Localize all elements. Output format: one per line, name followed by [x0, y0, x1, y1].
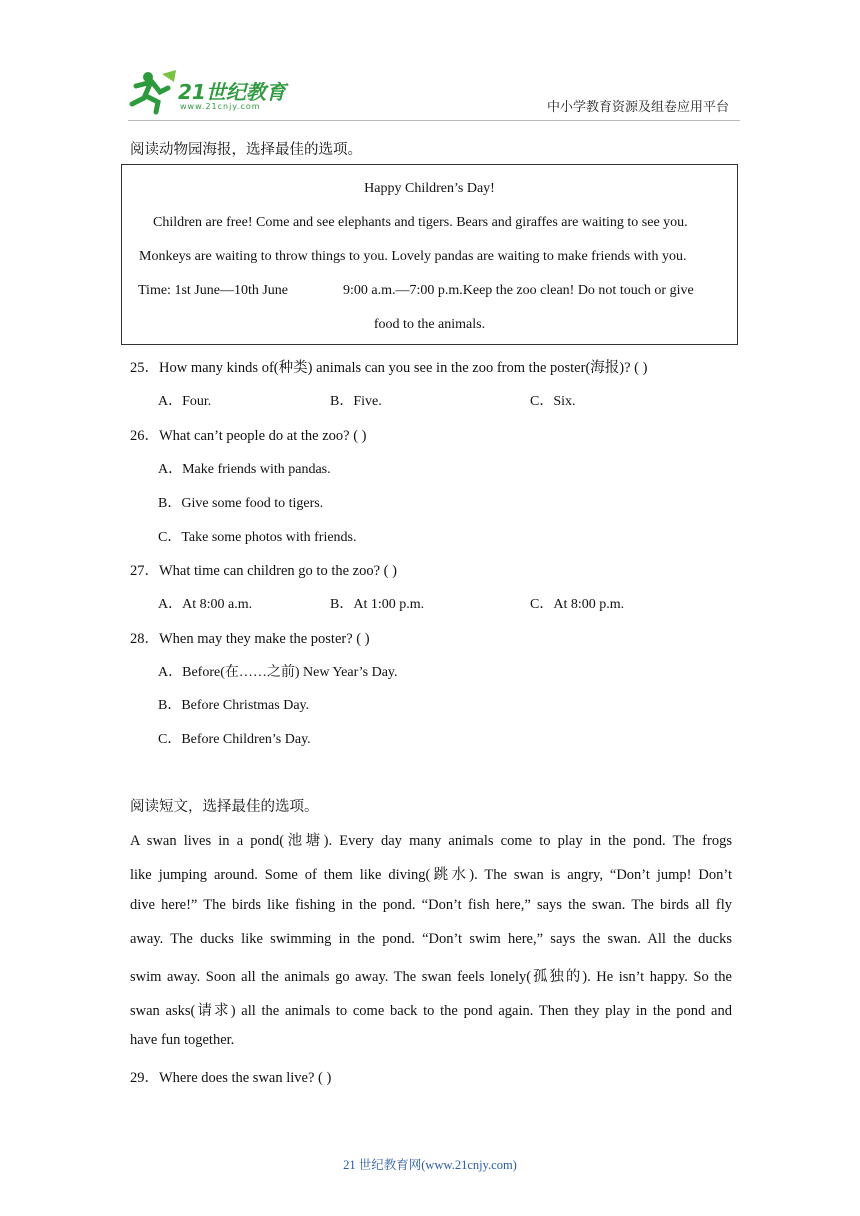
q27-option-a: A．At 8:00 a.m. — [158, 597, 253, 612]
q26-option-a: A．Make friends with pandas. — [158, 462, 331, 477]
section1-instruction: 阅读动物园海报，选择最佳的选项。 — [130, 142, 362, 158]
q28-option-c: C．Before Children’s Day. — [158, 732, 311, 747]
question-25: 25．How many kinds of(种类) animals can you see in the zoo from the poster(海报)? ( ) — [130, 360, 648, 376]
q26-option-b: B．Give some food to tigers. — [158, 496, 324, 511]
q28-option-b: B．Before Christmas Day. — [158, 698, 310, 713]
poster-line-1: Children are free! Come and see elephants and tigers. Bears and giraffes are waiting to see you. — [153, 215, 688, 230]
question-29: 29．Where does the swan live? ( ) — [130, 1070, 332, 1086]
section2-instruction: 阅读短文，选择最佳的选项。 — [130, 799, 319, 815]
passage-line: dive here!” The birds like fishing in the pond. “Don’t fish here,” says the swan. The birds all fly — [130, 897, 732, 913]
header-divider — [128, 120, 740, 121]
logo-url: www.21cnjy.com — [180, 102, 261, 111]
passage-line: swan asks(请求) all the animals to come back to the pond again. Then they play in the pond and — [130, 1003, 732, 1019]
platform-label: 中小学教育资源及组卷应用平台 — [546, 99, 729, 114]
poster-time-label: Time: 1st June—10th June — [138, 283, 288, 298]
question-26: 26．What can’t people do at the zoo? ( ) — [130, 428, 367, 444]
q25-option-c: C．Six. — [530, 394, 576, 409]
question-28: 28．When may they make the poster? ( ) — [130, 631, 370, 647]
q25-option-a: A．Four. — [158, 394, 212, 409]
q27-option-b: B．At 1:00 p.m. — [330, 597, 425, 612]
passage — [130, 829, 732, 1049]
poster-line-2: Monkeys are waiting to throw things to you. Lovely pandas are waiting to make friends with you. — [139, 249, 687, 264]
zoo-poster — [121, 164, 738, 345]
q28-option-a: A．Before(在……之前) New Year’s Day. — [158, 665, 398, 680]
poster-time-hours: 9:00 a.m.—7:00 p.m.Keep the zoo clean! Do not touch or give — [343, 283, 694, 298]
poster-line-4: food to the animals. — [373, 317, 486, 332]
logo — [122, 68, 292, 116]
logo-text: 21世纪教育 — [178, 80, 286, 104]
q27-option-c: C．At 8:00 p.m. — [530, 597, 625, 612]
passage-line: have fun together. — [130, 1032, 235, 1048]
question-27: 27．What time can children go to the zoo? ( ) — [130, 563, 397, 579]
poster-title: Happy Children’s Day! — [364, 181, 495, 196]
q26-option-c: C．Take some photos with friends. — [158, 530, 357, 545]
passage-line: swim away. Soon all the animals go away. The swan feels lonely(孤独的). He isn’t happy. So the — [130, 969, 732, 985]
passage-line: like jumping around. Some of them like diving(跳水). The swan is angry, “Don’t jump! Don’t — [130, 867, 732, 883]
footer-link[interactable]: 21 世纪教育网(www.21cnjy.com) — [343, 1158, 517, 1172]
passage-line: away. The ducks like swimming in the pond. “Don’t swim here,” says the swan. All the ducks — [130, 931, 732, 947]
q25-option-b: B．Five. — [330, 394, 382, 409]
passage-line: A swan lives in a pond(池塘). Every day many animals come to play in the pond. The frogs — [130, 833, 732, 849]
